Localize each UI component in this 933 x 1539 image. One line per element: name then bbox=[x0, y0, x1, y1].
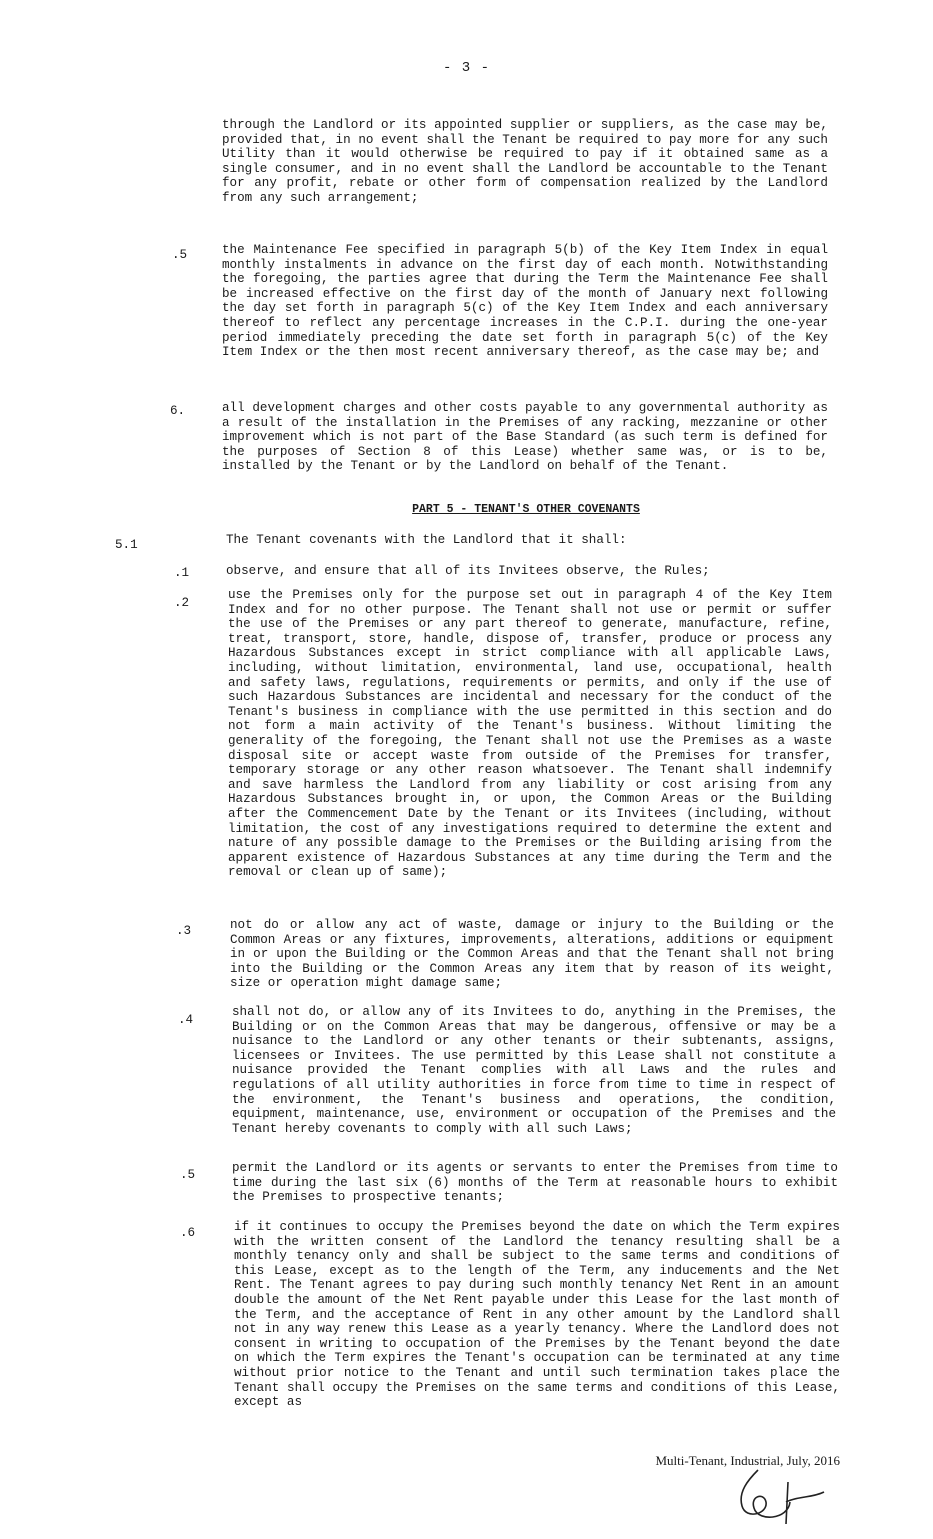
item-label: .1 bbox=[174, 566, 190, 580]
item-label: .5 bbox=[180, 1168, 196, 1182]
clause-overholding: if it continues to occupy the Premises beyond the date on which the Term expires with the written consent of the Landlord the tenancy resulting shall be a monthly tenancy only and shall be subject to the same terms and conditions of this Lease, except as to the length of the Term, any inducements and the Net Rent. The Tenant agrees to pay during such monthly tenancy Net Rent in an amount double the amount of the Net Rent payable under this Lease for the last month of the Term, and the acceptance of Rent in any other amount by the Landlord shall not in any way renew this Lease as a yearly tenancy. Where the Landlord does not consent in writing to occupation of the Premises by the Tenant beyond the date on which the Term expires the Tenant's occupation can be terminated at any time without prior notice to the Tenant and until such termination takes place the Tenant shall occupy the Premises on the same terms and conditions of this Lease, except as bbox=[234, 1220, 840, 1410]
signature-initials bbox=[728, 1462, 838, 1532]
item-label: 6. bbox=[170, 404, 186, 418]
part5-heading: PART 5 - TENANT'S OTHER COVENANTS bbox=[412, 503, 640, 516]
footer-text: Multi-Tenant, Industrial, July, 2016 bbox=[655, 1453, 840, 1468]
clause-no-waste: not do or allow any act of waste, damage or injury to the Building or the Common Areas or any fixtures, improvements, alterations, additions or equipment in or upon the Building or the Common Areas and that the Tenant shall not bring into the Building or the Common Areas any item that by reason of its weight, size or operation might damage same; bbox=[230, 918, 834, 991]
page-number: - 3 - bbox=[442, 60, 490, 76]
item-label: .3 bbox=[176, 924, 192, 938]
clause-use-of-premises: use the Premises only for the purpose set out in paragraph 4 of the Key Item Index and for no other purpose. The Tenant shall not use or permit or suffer the use of the Premises or any part thereof to generate, manufacture, refine, treat, transport, store, handle, dispose of, transfer, produce or process any Hazardous Substances except in strict compliance with all applicable Laws, including, without limitation, environmental, land use, occupational, health and safety laws, regulations, requirements or permits, and only if the use of such Hazardous Substances are incidental and necessary for the conduct of the Tenant's business in compliance with the use permitted in this section and do not form a main activity of the Tenant's business. Without limiting the generality of the foregoing, the Tenant shall not use the Premises as a waste disposal site or accept waste from outside of the Premises for transfer, temporary storage or any other reason whatsoever. The Tenant shall indemnify and save harmless the Landlord from any liability or cost arising from any Hazardous Substances brought in, or upon, the Common Areas or the Building after the Commencement Date by the Tenant or its Invitees (including, without limitation, the cost of any investigations required to determine the extent and nature of any possible damage to the Premises or the Building arising from the apparent existence of Hazardous Substances at any time during the Term and the removal or clean up of same); bbox=[228, 588, 832, 880]
clause-observe-rules: observe, and ensure that all of its Invitees observe, the Rules; bbox=[226, 564, 710, 578]
clause-development-charges: all development charges and other costs payable to any governmental authority as a result of the installation in the Premises of any racking, mezzanine or other improvement which is not part of the Base Standard (as such term is defined for the purposes of Section 8 of this Lease) whether same was, or is to be, installed by the Tenant or by the Landlord on behalf of the Tenant. bbox=[222, 401, 828, 474]
item-label: .6 bbox=[180, 1226, 196, 1240]
item-label: .2 bbox=[174, 596, 190, 610]
clause-landlord-entry: permit the Landlord or its agents or servants to enter the Premises from time to time during the last six (6) months of the Term at reasonable hours to exhibit the Premises to prospective tenants; bbox=[232, 1161, 838, 1205]
intro-paragraph: through the Landlord or its appointed supplier or suppliers, as the case may be, provided that, in no event shall the Tenant be required to pay more for any such Utility than it would otherwise be required to pay if it obtained same as a single consumer, and in no event shall the Landlord be accountable to the Tenant for any profit, rebate or other form of compensation realized by the Landlord from any such arrangement; bbox=[222, 118, 828, 205]
item-label: .4 bbox=[178, 1013, 194, 1027]
item-label: .5 bbox=[172, 248, 188, 262]
clause-nuisance: shall not do, or allow any of its Invitees to do, anything in the Premises, the Building or on the Common Areas that may be dangerous, offensive or may be a nuisance to the Landlord or any other tenants or their subtenants, assigns, licensees or Invitees. The use permitted by this Lease shall not constitute a nuisance provided the Tenant complies with all Laws and the rules and regulations of all utility authorities in force from time to time in respect of the environment, the Tenant's business and operations, the condition, equipment, maintenance, use, environment or occupation of the Premises and the Tenant hereby covenants to comply with all such Laws; bbox=[232, 1005, 836, 1136]
clause-maintenance-fee: the Maintenance Fee specified in paragraph 5(b) of the Key Item Index in equal monthly instalments in advance on the first day of each month. Notwithstanding the foregoing, the parties agree that during the Term the Maintenance Fee shall be increased effective on the first day of the month of January next following the day set forth in paragraph 5(c) of the Key Item Index and each anniversary thereof to reflect any percentage increases in the C.P.I. during the one-year period immediately preceding the date set forth in paragraph 5(c) of the Key Item Index or the then most recent anniversary thereof, as the case may be; and bbox=[222, 243, 828, 360]
section-label: 5.1 bbox=[115, 538, 138, 552]
section-intro: The Tenant covenants with the Landlord that it shall: bbox=[226, 533, 627, 547]
